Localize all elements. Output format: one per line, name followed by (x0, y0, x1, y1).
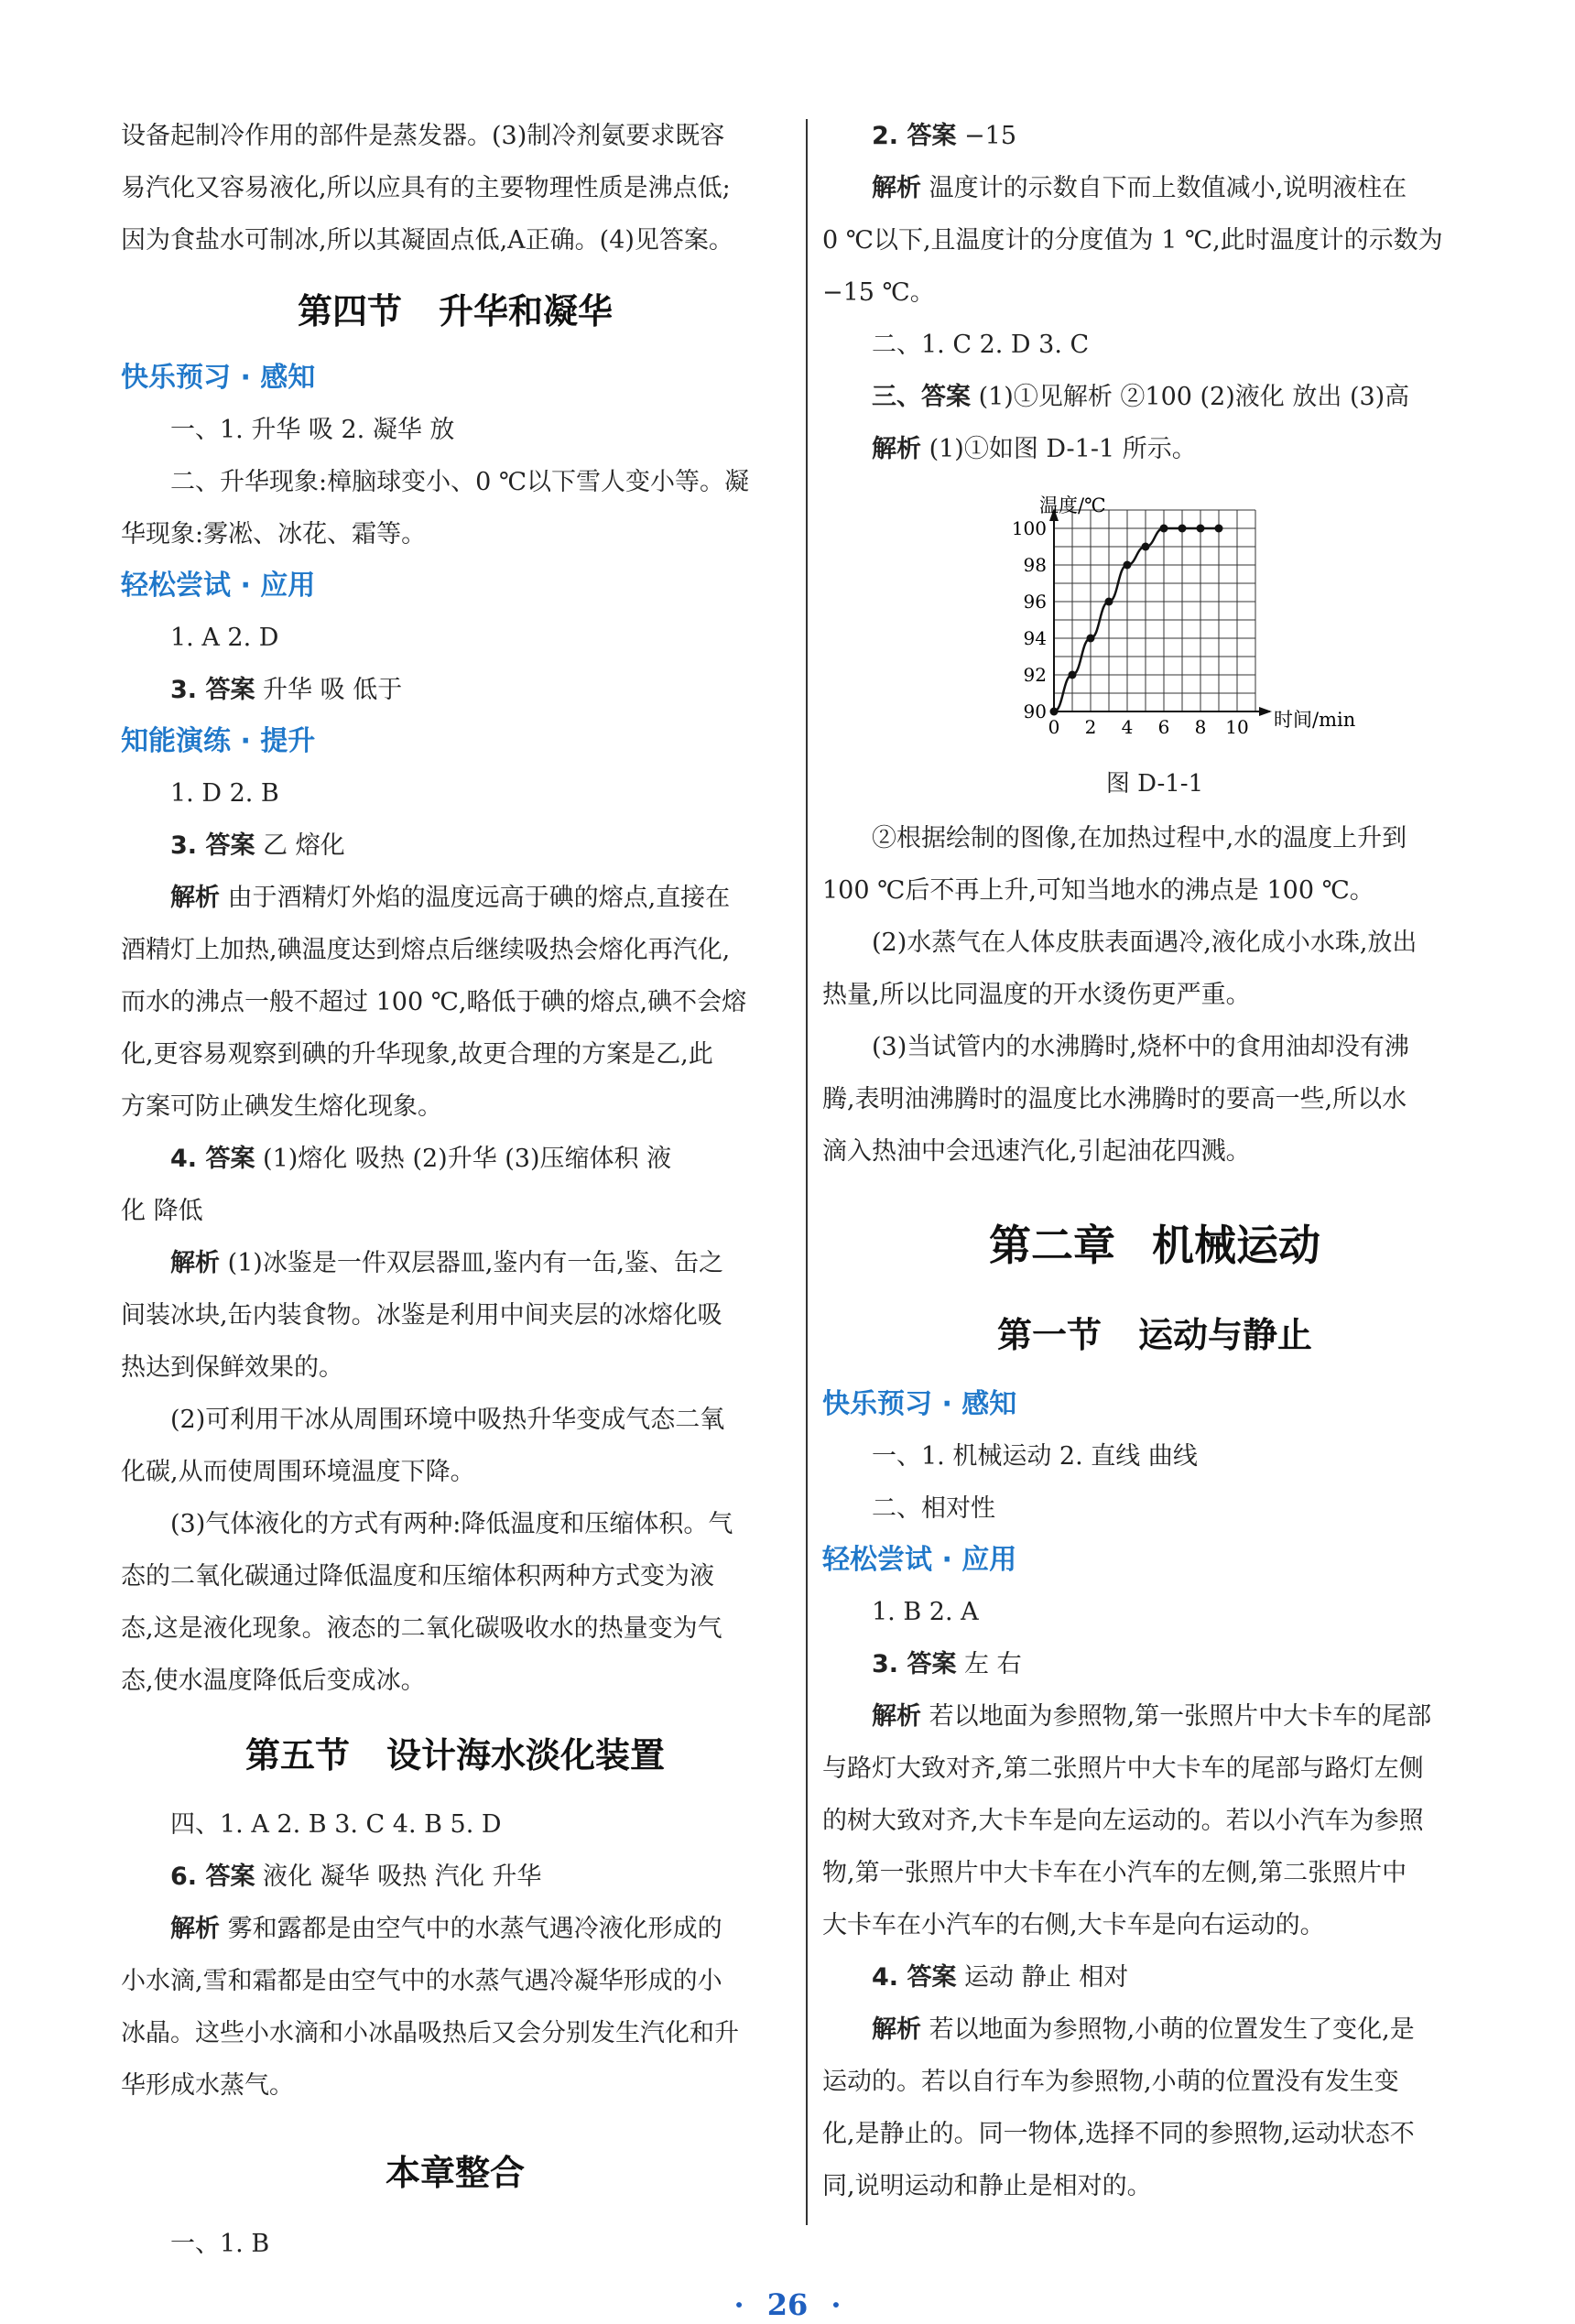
analysis-label: 解析 (872, 1702, 921, 1731)
x-tick-label: 6 (1157, 716, 1170, 738)
analysis-label: 解析 (872, 174, 921, 202)
page-footer (0, 2287, 1575, 2322)
y-tick-label: 94 (1023, 627, 1047, 649)
subheading-try: 轻松尝试 · 应用 (822, 1544, 1017, 1576)
answer-line: 一、1. 机械运动 2. 直线 曲线 (872, 1442, 1198, 1471)
answer-line: 一、1. 升华 吸 2. 凝华 放 (170, 416, 455, 444)
answer-line: 华现象:雾凇、冰花、霜等。 (121, 520, 427, 548)
section-name: 运动与静止 (1138, 1315, 1313, 1355)
analysis-line: 而水的沸点一般不超过 100 ℃,略低于碘的熔点,碘不会熔 (121, 988, 747, 1016)
analysis-label: 解析 (170, 884, 220, 912)
answer-text: −15 (956, 122, 1017, 150)
footer-dot: · (733, 2287, 744, 2322)
answer-line: 化 降低 (121, 1197, 203, 1225)
left-column (121, 110, 789, 2270)
answer-line (121, 664, 789, 716)
analysis-line: 同,说明运动和静止是相对的。 (822, 2172, 1152, 2200)
subheading-preview: 快乐预习 · 感知 (121, 362, 316, 394)
answer-line: 四、1. A 2. B 3. C 4. B 5. D (170, 1810, 502, 1839)
x-tick-label: 10 (1225, 716, 1249, 738)
analysis-line: 化,是静止的。同一物体,选择不同的参照物,运动状态不 (822, 2120, 1415, 2148)
analysis-line: 态,这是液化现象。液态的二氧化碳吸收水的热量变为气 (121, 1614, 722, 1643)
analysis-line: ②根据绘制的图像,在加热过程中,水的温度上升到 (872, 824, 1407, 852)
answer-label: 4. 答案 (170, 1145, 255, 1173)
section-title-4 (121, 276, 789, 347)
answer-label: 3. 答案 (170, 676, 255, 704)
answer-line (121, 1851, 789, 1903)
x-tick-label: 0 (1048, 716, 1060, 738)
answer-text: 左 右 (956, 1650, 1022, 1678)
answer-text: (1)熔化 吸热 (2)升华 (3)压缩体积 液 (255, 1145, 672, 1173)
subheading-try: 轻松尝试 · 应用 (121, 570, 316, 602)
analysis-line: 大卡车在小汽车的右侧,大卡车是向右运动的。 (822, 1911, 1325, 1939)
analysis-line (822, 2004, 1487, 2056)
data-point (1215, 525, 1223, 533)
answer-label: 三、答案 (872, 383, 971, 411)
analysis-text: (1)①如图 D-1-1 所示。 (921, 435, 1197, 463)
analysis-text: 由于酒精灯外焰的温度远高于碘的熔点,直接在 (220, 884, 731, 912)
answer-line (822, 110, 1487, 162)
chapter-summary-title: 本章整合 (385, 2153, 525, 2193)
analysis-line: 间装冰块,缶内装食物。冰鉴是利用中间夹层的冰熔化吸 (121, 1301, 722, 1330)
text-line: 易汽化又容易液化,所以应具有的主要物理性质是沸点低; (121, 174, 731, 202)
answer-line (822, 371, 1487, 423)
analysis-line: 腾,表明油沸腾时的温度比水沸腾时的要高一些,所以水 (822, 1085, 1407, 1113)
answer-line: 1. B 2. A (872, 1598, 979, 1626)
data-point (1179, 525, 1187, 533)
chapter-title (822, 1200, 1487, 1291)
analysis-line: 0 ℃以下,且温度计的分度值为 1 ℃,此时温度计的示数为 (822, 226, 1443, 255)
data-point (1124, 561, 1132, 570)
answer-text: 运动 静止 相对 (956, 1963, 1129, 1992)
answer-text: 升华 吸 低于 (255, 676, 403, 704)
subheading-practice: 知能演练 · 提升 (121, 725, 316, 757)
analysis-text: 温度计的示数自下而上数值减小,说明液柱在 (921, 174, 1407, 202)
analysis-line: 与路灯大致对齐,第二张照片中大卡车的尾部与路灯左侧 (822, 1754, 1424, 1783)
text-line: 因为食盐水可制冰,所以其凝固点低,A正确。(4)见答案。 (121, 226, 733, 255)
section-name: 设计海水淡化装置 (386, 1735, 666, 1776)
analysis-line (822, 162, 1487, 214)
y-tick-label: 90 (1023, 700, 1047, 722)
temperature-chart (972, 483, 1356, 757)
answer-text: 乙 熔化 (255, 831, 345, 860)
data-point (1087, 635, 1095, 643)
analysis-line: (2)水蒸气在人体皮肤表面遇冷,液化成小水珠,放出 (872, 929, 1418, 957)
analysis-line: −15 ℃。 (822, 278, 935, 307)
section-number: 第四节 (297, 291, 402, 331)
x-tick-label: 2 (1084, 716, 1097, 738)
column-divider (806, 119, 808, 2225)
analysis-line: 酒精灯上加热,碘温度达到熔点后继续吸热会熔化再汽化, (121, 936, 731, 964)
analysis-line: (2)可利用干冰从周围环境中吸热升华变成气态二氧 (170, 1406, 725, 1434)
analysis-line: 态,使水温度降低后变成冰。 (121, 1667, 426, 1695)
analysis-label: 解析 (170, 1249, 220, 1277)
chapter-name: 机械运动 (1152, 1221, 1320, 1270)
answer-line: 1. D 2. B (170, 779, 279, 808)
analysis-line: 化碳,从而使周围环境温度下降。 (121, 1458, 475, 1486)
section-number: 第一节 (996, 1315, 1102, 1355)
analysis-line: 热量,所以比同温度的开水烫伤更严重。 (822, 981, 1251, 1009)
answer-line (822, 1951, 1487, 2004)
y-tick-label: 96 (1023, 591, 1047, 613)
x-axis-arrow (1259, 707, 1272, 716)
y-tick-label: 100 (1011, 517, 1047, 539)
analysis-line: (3)当试管内的水沸腾时,烧杯中的食用油却没有沸 (872, 1033, 1409, 1061)
section-title-1 (822, 1298, 1487, 1372)
data-point (1069, 671, 1077, 679)
answer-line (822, 1638, 1487, 1690)
analysis-label: 解析 (872, 2015, 921, 2044)
analysis-text: 若以地面为参照物,第一张照片中大卡车的尾部 (921, 1702, 1432, 1731)
analysis-line (822, 423, 1487, 475)
analysis-line: 的树大致对齐,大卡车是向左运动的。若以小汽车为参照 (822, 1807, 1424, 1835)
answer-line (121, 1133, 789, 1185)
analysis-line: 小水滴,雪和霜都是由空气中的水蒸气遇冷凝华形成的小 (121, 1967, 722, 1995)
answer-line: 一、1. B (170, 2230, 270, 2258)
analysis-line: 华形成水蒸气。 (121, 2071, 294, 2100)
analysis-text: 若以地面为参照物,小萌的位置发生了变化,是 (921, 2015, 1415, 2044)
page-number: 26 (766, 2287, 809, 2322)
chart-grid (1054, 510, 1255, 711)
analysis-line (121, 1237, 789, 1289)
analysis-line: 冰晶。这些小水滴和小冰晶吸热后又会分别发生汽化和升 (121, 2019, 739, 2047)
analysis-line: (3)气体液化的方式有两种:降低温度和压缩体积。气 (170, 1510, 733, 1538)
chart-axes (1049, 508, 1272, 716)
analysis-text: (1)冰鉴是一件双层器皿,鉴内有一缶,鉴、缶之 (220, 1249, 723, 1277)
answer-label: 3. 答案 (170, 831, 255, 860)
analysis-line: 运动的。若以自行车为参照物,小萌的位置没有发生变 (822, 2068, 1399, 2096)
data-point (1105, 598, 1113, 606)
analysis-line: 化,更容易观察到碘的升华现象,故更合理的方案是乙,此 (121, 1040, 713, 1069)
chart-ylabel: 温度/℃ (1039, 494, 1106, 516)
answer-label: 3. 答案 (872, 1650, 957, 1678)
answer-line (121, 820, 789, 872)
answer-label: 4. 答案 (872, 1963, 957, 1992)
answer-line: 二、升华现象:樟脑球变小、0 ℃以下雪人变小等。凝 (170, 468, 750, 496)
section-name: 升华和凝华 (439, 291, 614, 331)
y-tick-label: 92 (1023, 664, 1047, 686)
answer-text: (1)①见解析 ②100 (2)液化 放出 (3)高 (971, 383, 1410, 411)
analysis-text: 雾和露都是由空气中的水蒸气遇冷液化形成的 (220, 1915, 722, 1943)
y-tick-label: 98 (1023, 554, 1047, 576)
answer-label: 2. 答案 (872, 122, 957, 150)
x-tick-label: 8 (1194, 716, 1207, 738)
data-point (1197, 525, 1205, 533)
answer-text: 液化 凝华 吸热 汽化 升华 (255, 1862, 542, 1891)
analysis-line: 方案可防止碘发生熔化现象。 (121, 1092, 442, 1121)
analysis-line: 滴入热油中会迅速汽化,引起油花四溅。 (822, 1137, 1251, 1166)
subheading-preview: 快乐预习 · 感知 (822, 1388, 1017, 1420)
analysis-label: 解析 (872, 435, 921, 463)
analysis-line (121, 1903, 789, 1955)
section-number: 第五节 (244, 1735, 350, 1776)
text-line: 设备起制冷作用的部件是蒸发器。(3)制冷剂氨要求既容 (121, 122, 725, 150)
chart-xlabel: 时间/min (1274, 709, 1356, 731)
data-point (1050, 708, 1059, 716)
analysis-line: 态的二氧化碳通过降低温度和压缩体积两种方式变为液 (121, 1562, 714, 1591)
footer-dot: · (831, 2287, 842, 2322)
right-column (822, 110, 1487, 2212)
x-tick-label: 4 (1121, 716, 1134, 738)
section-title-5 (121, 1720, 789, 1791)
analysis-line: 热达到保鲜效果的。 (121, 1353, 343, 1382)
analysis-label: 解析 (170, 1915, 220, 1943)
answer-line: 1. A 2. D (170, 624, 279, 652)
analysis-line: 物,第一张照片中大卡车在小汽车的左侧,第二张照片中 (822, 1859, 1407, 1887)
analysis-line: 100 ℃后不再上升,可知当地水的沸点是 100 ℃。 (822, 876, 1374, 905)
figure-caption: 图 D-1-1 (1105, 770, 1204, 798)
data-point (1142, 543, 1150, 551)
chapter-number: 第二章 (989, 1221, 1115, 1270)
figure (822, 483, 1487, 761)
answer-line: 二、相对性 (872, 1494, 995, 1523)
chart-ticks (1012, 517, 1249, 738)
analysis-line (822, 1690, 1487, 1743)
data-point (1160, 525, 1168, 533)
answer-line: 二、1. C 2. D 3. C (872, 331, 1090, 359)
analysis-line (121, 872, 789, 924)
answer-label: 6. 答案 (170, 1862, 255, 1891)
